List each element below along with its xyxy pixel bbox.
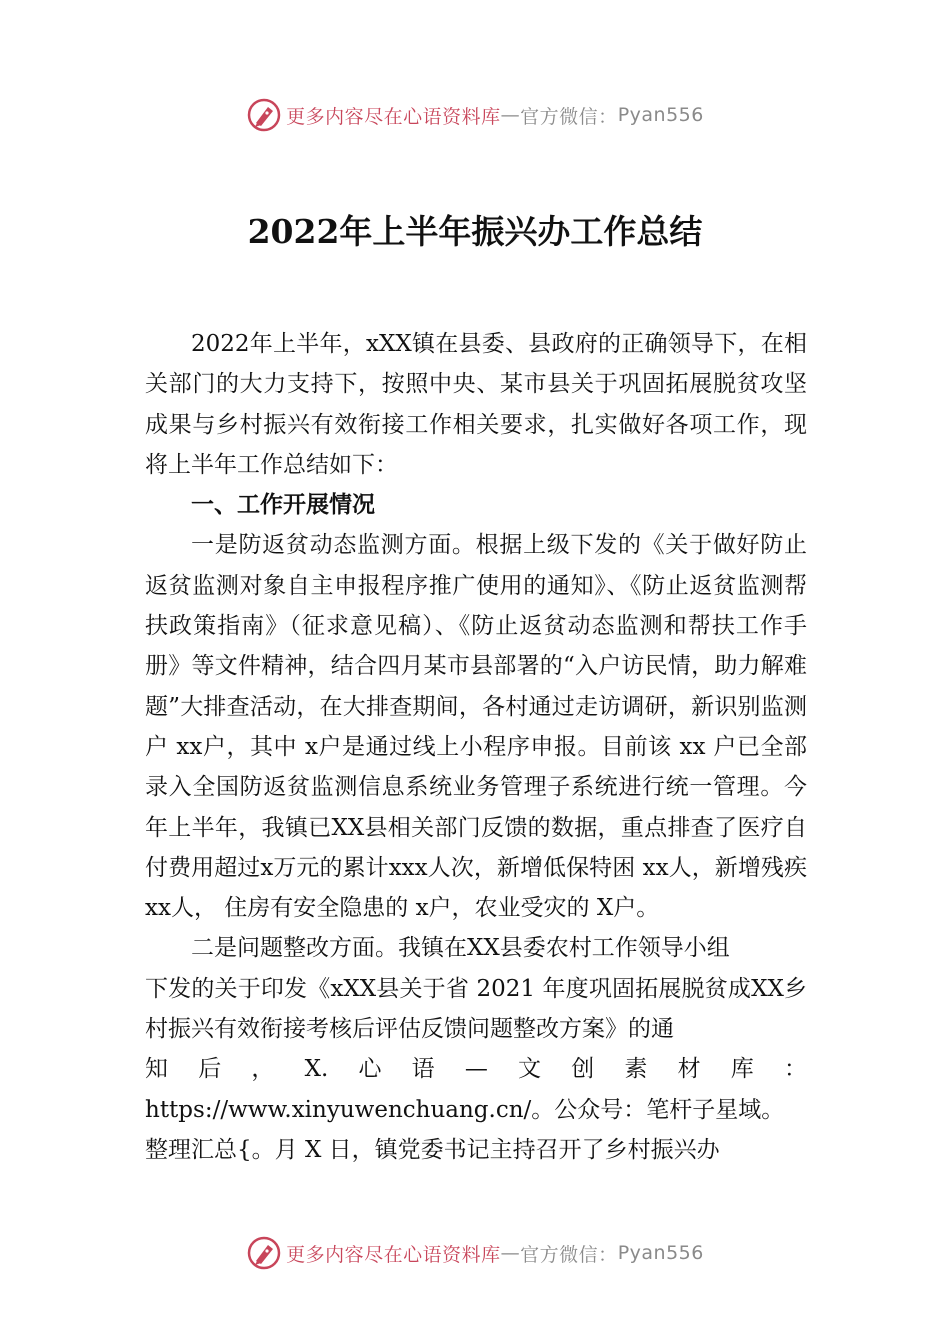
pen-nib-circle-logo-icon — [246, 1235, 282, 1271]
paragraph-rectification-continued: 下发的关于印发《xXX县关于省 2021 年度巩固拓展脱贫成XX乡村振兴有效衔接考核后评估反馈问题整改方案》的通 — [145, 975, 807, 1043]
section-heading-1: 一、工作开展情况 — [191, 492, 375, 519]
watermark-banner-top — [0, 95, 950, 135]
watermark-brand-text: 更多内容尽在心语资料库 — [286, 1243, 501, 1266]
watermark-dash: — — [500, 1242, 521, 1264]
paragraph-last-line: 整理汇总{。月 X 日，镇党委书记主持召开了乡村振兴办 — [145, 1136, 720, 1163]
watermark-brand-text: 更多内容尽在心语资料库 — [286, 105, 501, 128]
watermark-wechat-id: Pyan556 — [617, 104, 704, 126]
watermark-banner-bottom — [0, 1233, 950, 1273]
watermark-wechat-label: 官方微信： — [520, 105, 618, 128]
pen-nib-circle-logo-icon — [246, 97, 282, 133]
paragraph-rectification-line1: 二是问题整改方面。我镇在XX县委农村工作领导小组 — [191, 935, 730, 962]
watermark-dash: — — [500, 104, 521, 126]
intro-paragraph: 2022年上半年，xXX镇在县委、县政府的正确领导下，在相关部门的大力支持下，按照中央、某市县关于巩固拓展脱贫攻坚成果与乡村振兴有效衔接工作相关要求，扎实做好各项工作，现将上半年工作总结如下： — [145, 331, 807, 478]
watermark-wechat-id: Pyan556 — [617, 1242, 704, 1264]
paragraph-monitoring: 一是防返贫动态监测方面。根据上级下发的《关于做好防止返贫监测对象自主申报程序推广使用的通知》、《防止返贫监测帮扶政策指南》（征求意见稿）、《防止返贫动态监测和帮扶工作手册》等文件精神，结合四月某市县部署的“入户访民情，助力解难题”大排查活动，在大排查期间，各村通过走访调研，新识别监测户 xx户，其中 x户是通过线上小程序申报。目前该 xx 户已全部录入全国防返贫监测信息系统业务管理子系统进行统一管理。今年上半年，我镇已XX县相关部门反馈的数据，重点排查了医疗自付费用超过x万元的累计xxx人次，新增低保特困 xx人，新增残疾 xx人， 住房有安全隐患的 x户，农业受灾的 X户。 — [145, 532, 807, 922]
paragraph-rectification-spread-line: 知后，X.心语—文创素材库： — [145, 1056, 807, 1083]
document-body — [145, 324, 807, 1170]
page-title: 2022年上半年振兴办工作总结 — [247, 212, 703, 251]
paragraph-url-line: https://www.xinyuwenchuang.cn/。公众号：笔杆子星域。 — [145, 1096, 785, 1123]
watermark-wechat-label: 官方微信： — [520, 1243, 618, 1266]
